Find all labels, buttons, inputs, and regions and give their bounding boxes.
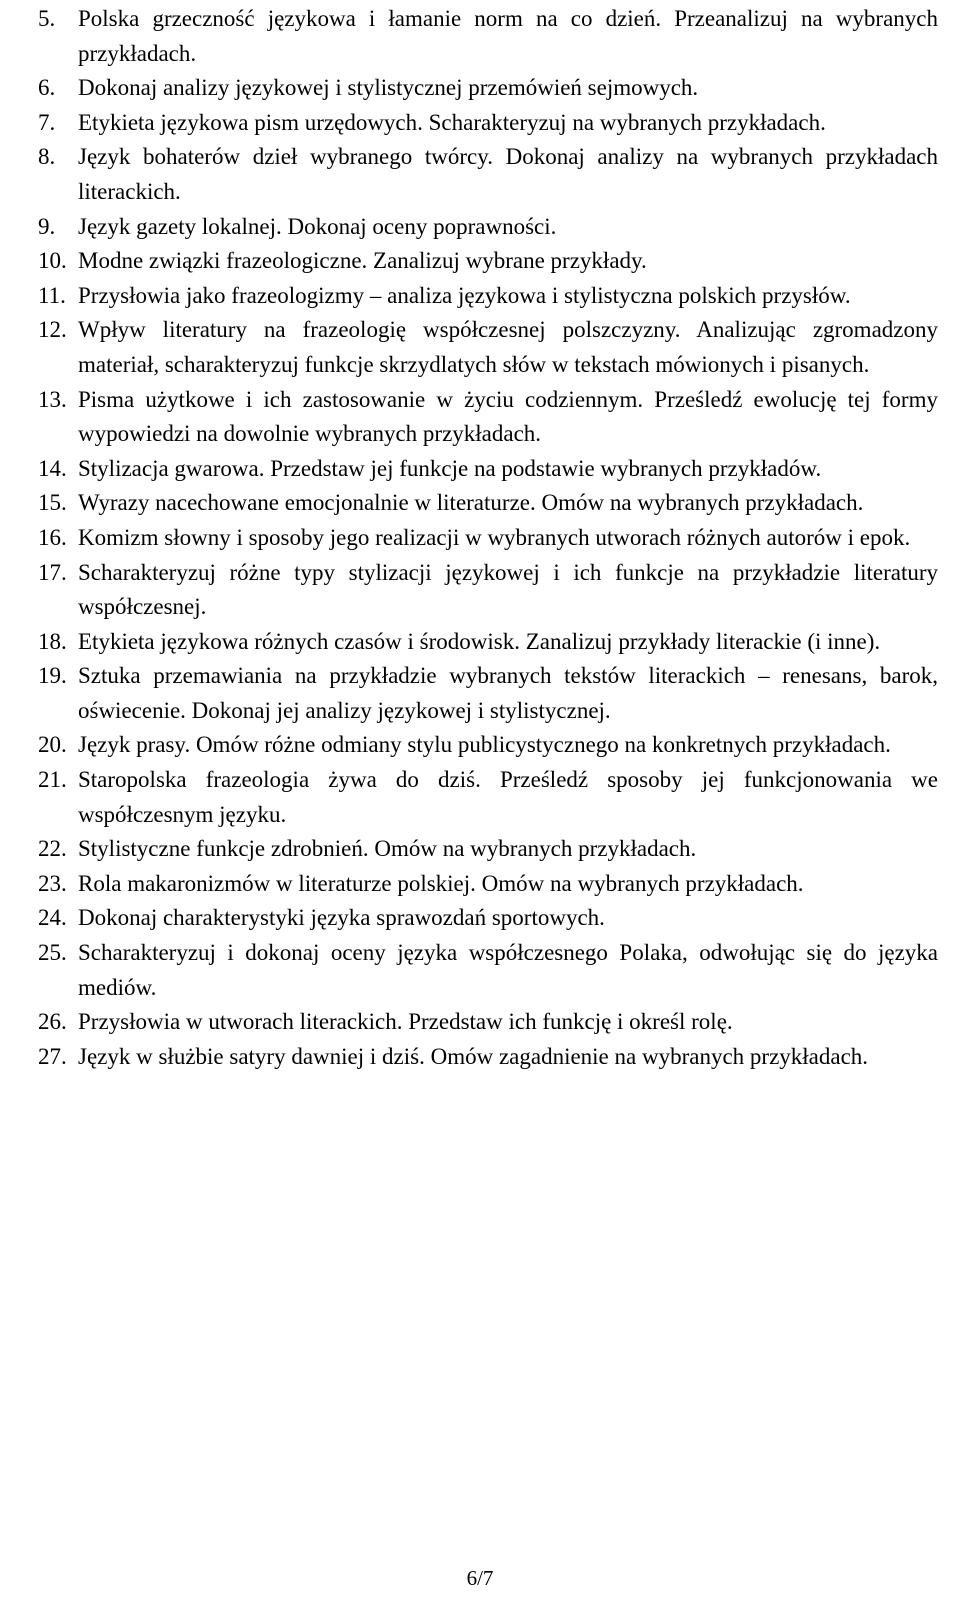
- item-number: 13.: [38, 386, 67, 412]
- item-text: Etykieta językowa różnych czasów i środowisk. Zanalizuj przykłady literackie (i inne).: [78, 628, 881, 654]
- list-item: [38, 313, 938, 382]
- item-text: Pisma użytkowe i ich zastosowanie w życiu codziennym. Prześledź ewolucję tej formy wypowiedzi na dowolnie wybranych przykładach.: [78, 386, 938, 447]
- item-text: Rola makaronizmów w literaturze polskiej. Omów na wybranych przykładach.: [78, 870, 804, 896]
- list-item: [38, 279, 938, 314]
- item-text: Sztuka przemawiania na przykładzie wybranych tekstów literackich – renesans, barok, oświecenie. Dokonaj jej analizy językowej i stylistycznej.: [78, 663, 938, 723]
- item-number: 15.: [38, 490, 67, 516]
- item-text: Język gazety lokalnej. Dokonaj oceny poprawności.: [78, 213, 557, 239]
- item-number: 7.: [38, 109, 56, 135]
- list-item: [38, 71, 938, 106]
- item-number: 27.: [38, 1043, 67, 1069]
- item-text: Scharakteryzuj różne typy stylizacji językowej i ich funkcje na przykładzie literatury współczesnej.: [78, 559, 938, 620]
- list-item: [38, 936, 938, 1005]
- item-number: 26.: [38, 1009, 67, 1035]
- page-number: 6/7: [466, 1566, 494, 1590]
- item-text: Język bohaterów dzieł wybranego twórcy. Dokonaj analizy na wybranych przykładach literackich.: [78, 144, 938, 204]
- item-text: Dokonaj analizy językowej i stylistycznej przemówień sejmowych.: [78, 75, 699, 101]
- item-text: Staropolska frazeologia żywa do dziś. Prześledź sposoby jej funkcjonowania we współczesnym języku.: [78, 767, 938, 827]
- list-item: [38, 867, 938, 902]
- list-item: [38, 2, 938, 71]
- item-number: 8.: [38, 144, 56, 170]
- item-text: Scharakteryzuj i dokonaj oceny języka współczesnego Polaka, odwołując się do języka mediów.: [78, 940, 938, 1000]
- item-number: 17.: [38, 559, 67, 585]
- item-text: Polska grzeczność językowa i łamanie norm na co dzień. Przeanalizuj na wybranych przykładach.: [78, 6, 938, 66]
- list-item: [38, 901, 938, 936]
- item-number: 9.: [38, 213, 56, 239]
- item-text: Stylistyczne funkcje zdrobnień. Omów na wybranych przykładach.: [78, 836, 697, 862]
- item-text: Język w służbie satyry dawniej i dziś. Omów zagadnienie na wybranych przykładach.: [78, 1043, 869, 1069]
- list-item: [38, 521, 938, 556]
- list-item: [38, 210, 938, 245]
- list-item: [38, 1005, 938, 1040]
- list-item: [38, 106, 938, 141]
- item-number: 16.: [38, 524, 67, 550]
- item-text: Komizm słowny i sposoby jego realizacji w wybranych utworach różnych autorów i epok.: [78, 524, 911, 550]
- item-text: Modne związki frazeologiczne. Zanalizuj wybrane przykłady.: [78, 248, 647, 274]
- list-item: [38, 728, 938, 763]
- item-number: 22.: [38, 836, 67, 862]
- item-number: 12.: [38, 317, 67, 343]
- item-text: Wyrazy nacechowane emocjonalnie w literaturze. Omów na wybranych przykładach.: [78, 490, 864, 516]
- list-item: [38, 832, 938, 867]
- item-text: Dokonaj charakterystyki języka sprawozdań sportowych.: [78, 905, 605, 931]
- item-text: Język prasy. Omów różne odmiany stylu publicystycznego na konkretnych przykładach.: [78, 732, 891, 758]
- topic-list: [38, 2, 938, 1074]
- item-number: 11.: [38, 282, 66, 308]
- list-item: [38, 659, 938, 728]
- item-text: Wpływ literatury na frazeologię współczesnej polszczyzny. Analizując zgromadzony materiał, scharakteryzuj funkcje skrzydlatych słów w tekstach mówionych i pisanych.: [78, 317, 938, 377]
- item-text: Przysłowia jako frazeologizmy – analiza językowa i stylistyczna polskich przysłów.: [78, 282, 851, 308]
- list-item: [38, 556, 938, 625]
- item-number: 25.: [38, 940, 67, 966]
- list-item: [38, 625, 938, 660]
- item-number: 10.: [38, 248, 67, 274]
- item-text: Stylizacja gwarowa. Przedstaw jej funkcje na podstawie wybranych przykładów.: [78, 455, 822, 481]
- list-item: [38, 140, 938, 209]
- item-number: 18.: [38, 628, 67, 654]
- item-number: 5.: [38, 6, 56, 31]
- list-item: [38, 486, 938, 521]
- item-number: 14.: [38, 455, 67, 481]
- item-number: 19.: [38, 663, 67, 689]
- list-item: [38, 452, 938, 487]
- item-number: 21.: [38, 767, 67, 793]
- item-number: 23.: [38, 870, 67, 896]
- item-number: 6.: [38, 75, 56, 101]
- item-text: Przysłowia w utworach literackich. Przedstaw ich funkcję i określ rolę.: [78, 1009, 733, 1035]
- list-item: [38, 244, 938, 279]
- item-text: Etykieta językowa pism urzędowych. Scharakteryzuj na wybranych przykładach.: [78, 109, 826, 135]
- item-number: 24.: [38, 905, 67, 931]
- list-item: [38, 763, 938, 832]
- item-number: 20.: [38, 732, 67, 758]
- list-item: [38, 383, 938, 452]
- list-item: [38, 1040, 938, 1075]
